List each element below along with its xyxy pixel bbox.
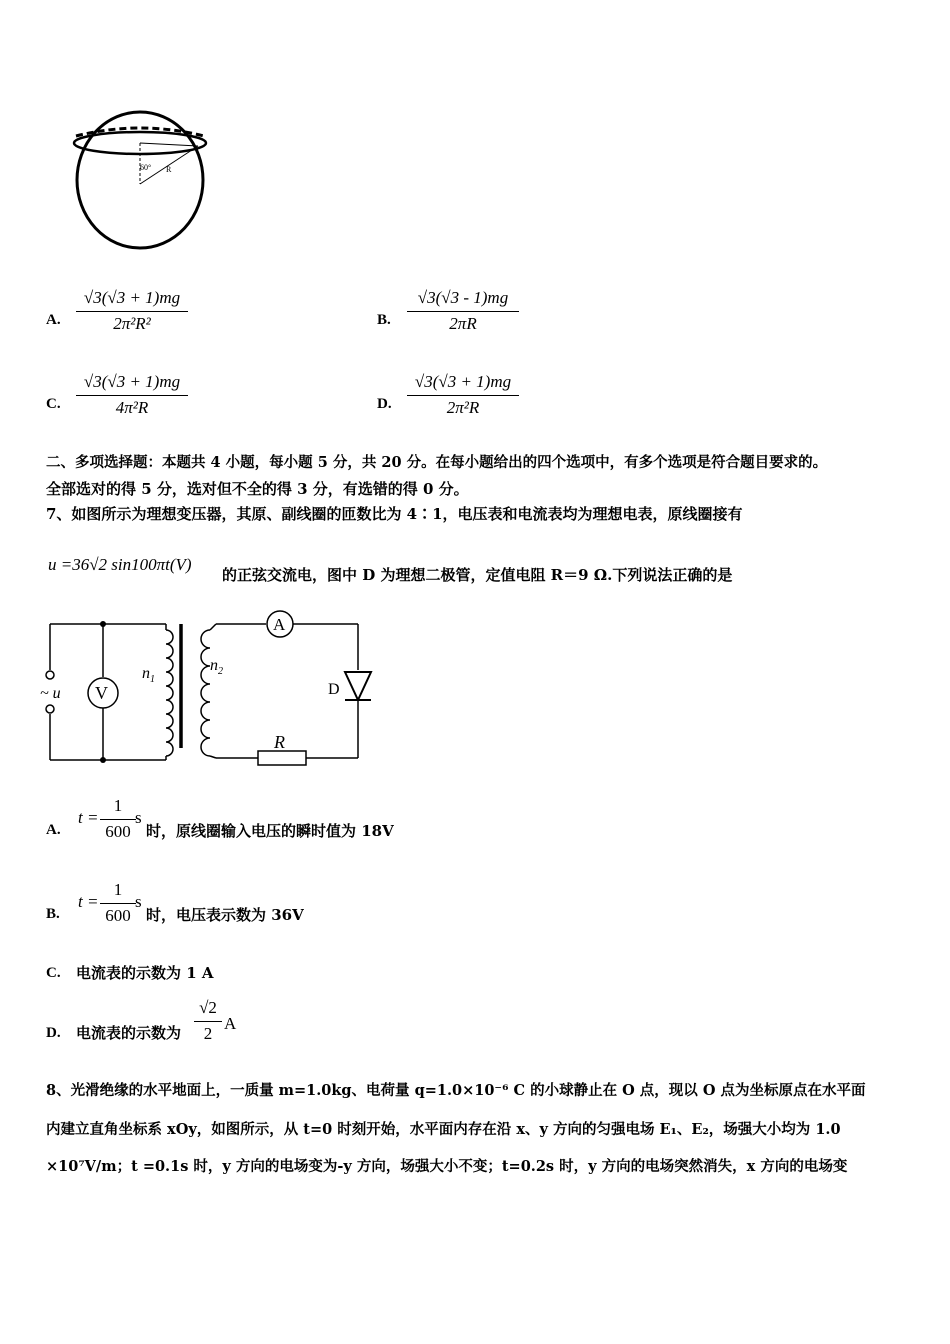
q7-option-a-text: 时，原线圈输入电压的瞬时值为 18V <box>146 822 394 840</box>
q7-option-a-prefix: t = <box>78 808 99 827</box>
q7-stem-line1: 7、如图所示为理想变压器，其原、副线圈的匝数比为 4∶1，电压表和电流表均为理想电表，原线圈接有 <box>46 505 743 523</box>
angle-label: 60° <box>140 163 152 172</box>
option-a-fraction <box>76 288 188 334</box>
numerator: √3(√3 + 1)mg <box>83 288 181 307</box>
option-label: A. <box>46 312 61 328</box>
q7-stem-line2: 的正弦交流电，图中 D 为理想二极管，定值电阻 R＝9 Ω.下列说法正确的是 <box>222 566 733 584</box>
resistor-label: R <box>274 732 285 752</box>
q7-option-b-unit: s <box>135 892 142 911</box>
ammeter-label: A <box>273 615 286 634</box>
q7-option-b-text: 时，电压表示数为 36V <box>146 906 304 924</box>
diode-label: D <box>328 681 340 698</box>
denominator: 600 <box>105 822 131 841</box>
denominator: 2πR <box>449 314 477 333</box>
voltmeter-label: V <box>95 683 108 703</box>
numerator: 1 <box>113 880 123 899</box>
option-label: B. <box>377 312 391 328</box>
q7-option-c-text: 电流表的示数为 1 A <box>76 964 214 982</box>
denominator: 2 <box>203 1024 213 1043</box>
source-label: ~ u <box>40 685 61 702</box>
q7-option-b-fraction <box>100 880 136 926</box>
q7-option-d-label: D. <box>46 1025 61 1041</box>
q7-option-b-label: B. <box>46 906 60 922</box>
numerator: √3(√3 + 1)mg <box>414 372 512 391</box>
q7-option-d-text: 电流表的示数为 <box>76 1024 182 1042</box>
q7-option-d-unit: A <box>224 1014 237 1033</box>
denominator: 2π²R² <box>113 314 151 333</box>
option-c-fraction <box>76 372 188 418</box>
q7-option-a-fraction <box>100 796 136 842</box>
q7-formula: u =36√2 sin100πt(V) <box>48 555 192 574</box>
n2-letter: n <box>210 657 218 674</box>
radius-label: R <box>166 165 172 174</box>
section-heading-line2: 全部选对的得 5 分，选对但不全的得 3 分，有选错的得 0 分。 <box>46 480 469 498</box>
numerator: √3(√3 - 1)mg <box>417 288 509 307</box>
denominator: 600 <box>105 906 131 925</box>
n2-sub: 2 <box>218 666 223 677</box>
q7-option-c-label: C. <box>46 965 61 981</box>
option-label: D. <box>377 396 392 412</box>
q7-option-a-label: A. <box>46 822 61 838</box>
q8-line3: ×10⁷V/m；t =0.1s 时，y 方向的电场变为-y 方向，场强大小不变；t=0.2s 时，y 方向的电场突然消失，x 方向的电场变 <box>46 1158 848 1175</box>
option-b-fraction <box>407 288 519 334</box>
denominator: 4π²R <box>115 398 149 417</box>
n1-label <box>142 665 155 685</box>
q7-option-d-fraction <box>194 998 222 1044</box>
transformer-circuit <box>38 608 398 778</box>
numerator: √3(√3 + 1)mg <box>83 372 181 391</box>
sphere-figure <box>66 100 212 254</box>
option-d-fraction <box>407 372 519 418</box>
n2-label <box>210 657 223 677</box>
denominator: 2π²R <box>446 398 480 417</box>
q7-option-a-unit: s <box>135 808 142 827</box>
q8-line1: 8、光滑绝缘的水平地面上，一质量 m=1.0kg、电荷量 q=1.0×10⁻⁶ C 的小球静止在 O 点，现以 O 点为坐标原点在水平面 <box>46 1082 866 1099</box>
n1-letter: n <box>142 665 150 682</box>
numerator: 1 <box>113 796 123 815</box>
q7-option-b-prefix: t = <box>78 892 99 911</box>
n1-sub: 1 <box>150 674 155 685</box>
section-heading-line1: 二、多项选择题：本题共 4 小题，每小题 5 分，共 20 分。在每小题给出的四个选项中，有多个选项是符合题目要求的。 <box>46 454 828 471</box>
numerator: √2 <box>199 998 217 1017</box>
option-label: C. <box>46 396 61 412</box>
q8-line2: 内建立直角坐标系 xOy，如图所示，从 t=0 时刻开始，水平面内存在沿 x、y 方向的匀强电场 E₁、E₂，场强大小均为 1.0 <box>46 1121 841 1138</box>
